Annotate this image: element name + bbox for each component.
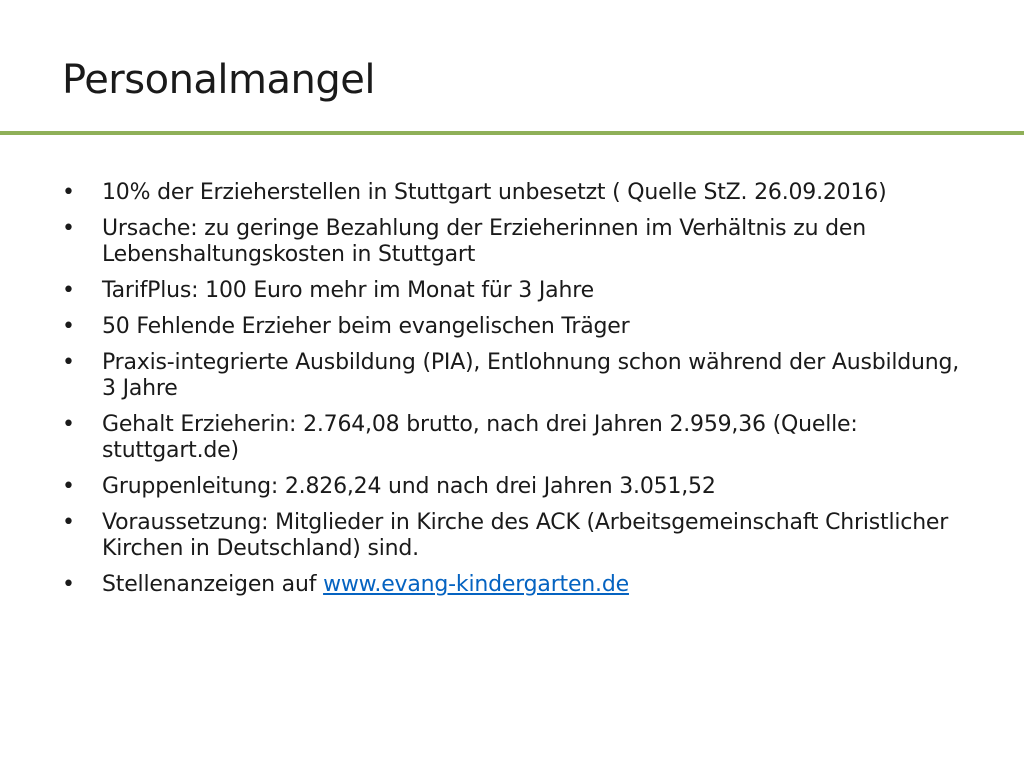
kindergarten-website-link[interactable]: www.evang-kindergarten.de — [323, 572, 629, 597]
bullet-text: Voraussetzung: Mitglieder in Kirche des ACK (Arbeitsgemeinschaft Christlicher Kirchen in Deutschland) sind. — [102, 510, 949, 561]
bullet-item — [62, 510, 962, 562]
bullet-item — [62, 278, 962, 304]
bullet-item — [62, 350, 962, 402]
bullet-text: 50 Fehlende Erzieher beim evangelischen Träger — [102, 314, 630, 339]
bullet-item — [62, 474, 962, 500]
bullet-marker: • — [62, 180, 75, 205]
bullet-text: 10% der Erzieherstellen in Stuttgart unbesetzt ( Quelle StZ. 26.09.2016) — [102, 180, 887, 205]
bullet-marker: • — [62, 314, 75, 339]
bullet-marker: • — [62, 412, 75, 437]
bullet-text-prefix: Stellenanzeigen auf — [102, 572, 324, 597]
bullet-item — [62, 216, 962, 268]
bullet-text: TarifPlus: 100 Euro mehr im Monat für 3 Jahre — [102, 278, 594, 303]
bullet-list — [62, 180, 962, 608]
bullet-marker: • — [62, 350, 75, 375]
bullet-item — [62, 412, 962, 464]
slide-title: Personalmangel — [62, 57, 375, 103]
bullet-text: Praxis-integrierte Ausbildung (PIA), Entlohnung schon während der Ausbildung, 3 Jahre — [102, 350, 960, 401]
bullet-marker: • — [62, 510, 75, 535]
bullet-item — [62, 572, 962, 598]
title-divider — [0, 131, 1024, 135]
bullet-text: Ursache: zu geringe Bezahlung der Erzieherinnen im Verhältnis zu den Lebenshaltungskosten in Stuttgart — [102, 216, 866, 267]
bullet-item — [62, 314, 962, 340]
bullet-marker: • — [62, 572, 75, 597]
bullet-marker: • — [62, 216, 75, 241]
bullet-marker: • — [62, 474, 75, 499]
bullet-marker: • — [62, 278, 75, 303]
bullet-text: Gruppenleitung: 2.826,24 und nach drei Jahren 3.051,52 — [102, 474, 716, 499]
bullet-text: Gehalt Erzieherin: 2.764,08 brutto, nach drei Jahren 2.959,36 (Quelle: stuttgart.de) — [102, 412, 858, 463]
bullet-item — [62, 180, 962, 206]
